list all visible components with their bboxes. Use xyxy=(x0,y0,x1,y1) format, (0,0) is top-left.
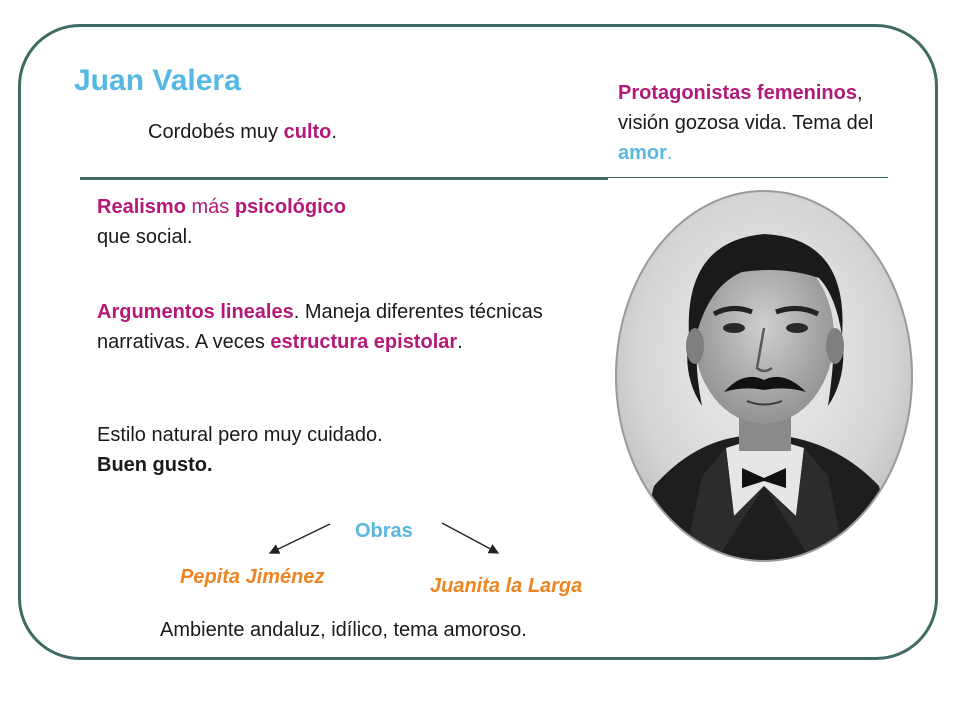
realism-text xyxy=(97,192,427,252)
ambience-text: Ambiente andaluz, idílico, tema amoroso. xyxy=(160,619,527,641)
style-label: Estilo natural pero muy cuidado. xyxy=(97,424,383,446)
arrow-right xyxy=(442,523,498,553)
realism-mid: más xyxy=(185,196,235,218)
psychological-highlight: psicológico xyxy=(234,196,346,218)
intro-label: Cordobés muy xyxy=(148,121,284,143)
works-label: Obras xyxy=(355,520,413,542)
arrow-left xyxy=(270,524,330,553)
realism-highlight: Realismo xyxy=(97,196,186,218)
slide-title: Juan Valera xyxy=(74,64,241,97)
protagonists-highlight: Protagonistas femeninos xyxy=(618,82,857,104)
good-taste-highlight: Buen gusto. xyxy=(97,454,213,476)
work-juanita-la-larga: Juanita la Larga xyxy=(430,575,583,597)
arguments-end: . xyxy=(457,331,463,353)
protagonists-label: , visión gozosa vida. Tema del xyxy=(618,82,874,134)
amor-highlight: amor xyxy=(618,142,667,164)
works-arrows xyxy=(260,515,510,565)
portrait-image xyxy=(614,186,914,564)
realism-rest: que social. xyxy=(97,226,193,248)
arguments-label: . Maneja diferentes técnicas narrativas. A veces xyxy=(97,301,543,353)
intro-text xyxy=(148,117,337,147)
intro-end: . xyxy=(331,121,337,143)
epistolar-highlight: estructura epistolar xyxy=(270,331,458,353)
arguments-text xyxy=(97,297,557,357)
divider-thin xyxy=(608,177,888,178)
work-pepita-jimenez: Pepita Jiménez xyxy=(180,566,325,588)
protagonists-end: . xyxy=(666,142,673,164)
intro-highlight: culto xyxy=(283,121,332,143)
style-text xyxy=(97,420,387,480)
arguments-highlight: Argumentos lineales xyxy=(97,301,294,323)
divider-thick xyxy=(80,177,608,180)
protagonists-text xyxy=(618,78,908,168)
